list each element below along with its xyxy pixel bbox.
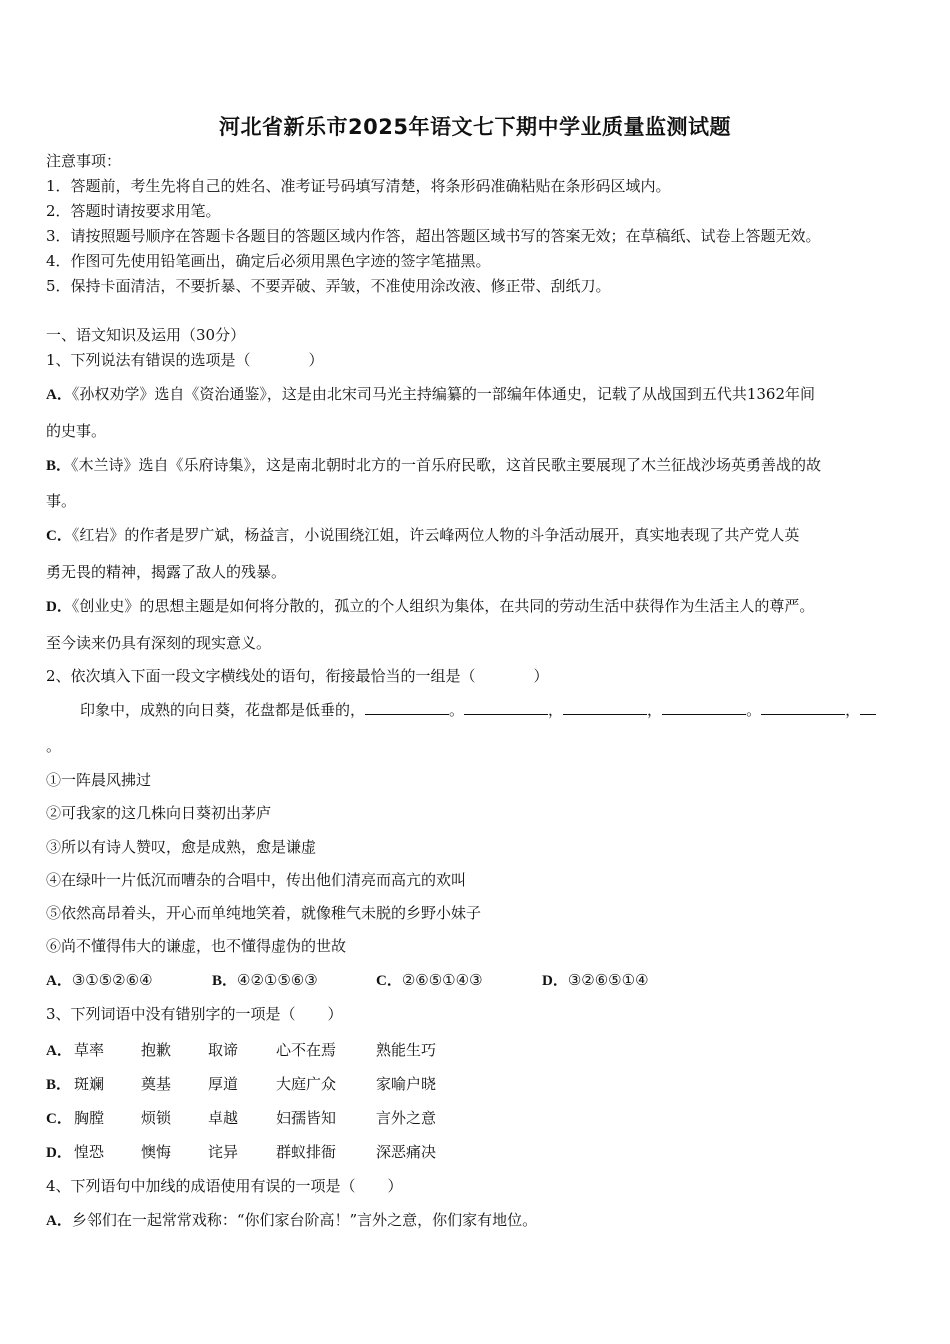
word-3: 诧异 <box>208 1143 239 1161</box>
q2-item: ④在绿叶一片低沉而嘈杂的合唱中，传出他们清亮而高亢的欢叫 <box>46 871 467 889</box>
q3-row-b <box>46 1074 436 1095</box>
option-label: B． <box>46 458 72 474</box>
choice-text: ③①⑤②⑥④ <box>71 971 153 989</box>
q2-passage <box>80 700 876 720</box>
option-text: 《红岩》的作者是罗广斌，杨益言，小说围绕江姐，许云峰两位人物的斗争活动展开，真实地表现了共产党人英 <box>71 526 800 544</box>
word-4: 大庭广众 <box>276 1075 337 1093</box>
q2-item: ③所以有诗人赞叹，愈是成熟，愈是谦虚 <box>46 838 317 856</box>
choice-text: ④②①⑤⑥③ <box>237 971 318 989</box>
row-label: C． <box>46 1111 72 1127</box>
fill-blank[interactable] <box>662 700 746 715</box>
choice-label: D． <box>542 973 568 989</box>
q2-item: ②可我家的这几株向日葵初出茅庐 <box>46 804 272 822</box>
notice-item: 1．答题前，考生先将自己的姓名、准考证号码填写清楚，将条形码准确粘贴在条形码区域内。 <box>46 177 671 195</box>
question-stem-text: 3、下列词语中没有错别字的一项是（ <box>46 1005 296 1023</box>
punct: 。 <box>449 701 465 719</box>
word-3: 卓越 <box>208 1109 239 1127</box>
section-heading: 一、语文知识及运用（30分） <box>46 326 246 344</box>
option-text-cont: 至今读来仍具有深刻的现实意义。 <box>46 634 272 652</box>
q3-row-d <box>46 1142 436 1163</box>
q1-option-b <box>46 455 821 476</box>
word-4: 妇孺皆知 <box>276 1109 337 1127</box>
word-1: 胸膛 <box>74 1109 105 1127</box>
q1-option-a <box>46 384 815 405</box>
fill-blank[interactable] <box>563 700 647 715</box>
option-text-cont: 事。 <box>46 492 77 510</box>
q3-row-a <box>46 1040 436 1061</box>
word-1: 惶恐 <box>74 1143 105 1161</box>
option-text: 《孙权劝学》选自《资治通鉴》，这是由北宋司马光主持编纂的一部编年体通史，记载了从战国到五代共1362年间 <box>71 385 816 403</box>
choice-label: A． <box>46 973 72 989</box>
punct: ， <box>647 701 663 719</box>
notice-item: 5．保持卡面清洁，不要折暴、不要弄破、弄皱，不准使用涂改液、修正带、刮纸刀。 <box>46 277 611 295</box>
word-2: 烦锁 <box>141 1109 172 1127</box>
word-2: 懊悔 <box>141 1143 172 1161</box>
choice-label: B． <box>212 973 238 989</box>
fill-blank[interactable] <box>761 700 845 715</box>
punct: ， <box>845 701 861 719</box>
notice-item: 2．答题时请按要求用笔。 <box>46 202 221 220</box>
q3-row-c <box>46 1108 436 1129</box>
question-stem-text: 2、依次填入下面一段文字横线处的语句，衔接最恰当的一组是（ <box>46 667 476 685</box>
q2-item: ①一阵晨风拂过 <box>46 771 152 789</box>
word-5: 言外之意 <box>376 1109 437 1127</box>
choice-a[interactable] <box>46 970 212 991</box>
choice-text: ③②⑥⑤①④ <box>567 971 649 989</box>
word-4: 群蚁排衙 <box>276 1143 337 1161</box>
option-text-cont: 勇无畏的精神，揭露了敌人的残暴。 <box>46 563 287 581</box>
choice-c[interactable] <box>376 970 542 991</box>
paren-close: ） <box>387 1177 403 1195</box>
option-text-cont: 的史事。 <box>46 422 107 440</box>
choice-d[interactable] <box>542 970 649 991</box>
q4-option-a <box>46 1210 537 1231</box>
notice-heading: 注意事项： <box>46 152 122 170</box>
q2-item: ⑥尚不懂得伟大的谦虚，也不懂得虚伪的世故 <box>46 937 347 955</box>
option-text: 《木兰诗》选自《乐府诗集》，这是南北朝时北方的一首乐府民歌，这首民歌主要展现了木兰征战沙场英勇善战的故 <box>71 456 822 474</box>
choice-b[interactable] <box>212 970 376 991</box>
word-2: 抱歉 <box>141 1041 172 1059</box>
word-5: 家喻户晓 <box>376 1075 437 1093</box>
word-1: 草率 <box>74 1041 105 1059</box>
paren-close: ） <box>308 351 324 369</box>
word-4: 心不在焉 <box>276 1041 337 1059</box>
punct: 。 <box>746 701 762 719</box>
choice-label: C． <box>376 973 402 989</box>
word-2: 奠基 <box>141 1075 172 1093</box>
paren-close: ） <box>533 667 549 685</box>
option-text: 乡邻们在一起常常戏称：“你们家台阶高！”言外之意，你们家有地位。 <box>71 1211 538 1229</box>
word-1: 斑斓 <box>74 1075 105 1093</box>
paren-close: ） <box>327 1005 343 1023</box>
q1-option-c <box>46 525 799 546</box>
question-4-stem <box>46 1176 403 1196</box>
notice-item: 3．请按照题号顺序在答题卡各题目的答题区域内作答，超出答题区域书写的答案无效；在草稿纸、试卷上答题无效。 <box>46 227 821 245</box>
row-label: A． <box>46 1043 72 1059</box>
option-label: A． <box>46 1213 72 1229</box>
question-2-stem <box>46 666 549 686</box>
word-3: 取谛 <box>208 1041 239 1059</box>
word-3: 厚道 <box>208 1075 239 1093</box>
question-stem-text: 1、下列说法有错误的选项是（ <box>46 351 251 369</box>
page-title: 河北省新乐市2025年语文七下期中学业质量监测试题 <box>219 115 731 139</box>
row-label: B． <box>46 1077 72 1093</box>
fill-blank[interactable] <box>464 700 548 715</box>
question-stem-text: 4、下列语句中加线的成语使用有误的一项是（ <box>46 1177 356 1195</box>
q2-choices <box>46 970 649 991</box>
punct: ， <box>548 701 564 719</box>
word-5: 深恶痛决 <box>376 1143 437 1161</box>
row-label: D． <box>46 1145 72 1161</box>
question-1-stem <box>46 350 324 370</box>
choice-text: ②⑥⑤①④③ <box>401 971 483 989</box>
q2-item: ⑤依然高昂着头，开心而单纯地笑着，就像稚气未脱的乡野小妹子 <box>46 904 482 922</box>
word-5: 熟能生巧 <box>376 1041 437 1059</box>
option-label: D． <box>46 599 72 615</box>
fill-blank[interactable] <box>860 700 876 715</box>
notice-item: 4．作图可先使用铅笔画出，确定后必须用黑色字迹的签字笔描黑。 <box>46 252 491 270</box>
option-text: 《创业史》的思想主题是如何将分散的，孤立的个人组织为集体，在共同的劳动生活中获得作为生活主人的尊严。 <box>71 597 815 615</box>
question-3-stem <box>46 1004 343 1024</box>
passage-end-punct: 。 <box>46 737 62 755</box>
option-label: C． <box>46 528 72 544</box>
passage-text: 印象中，成熟的向日葵，花盘都是低垂的， <box>80 701 366 719</box>
fill-blank[interactable] <box>365 700 449 715</box>
q1-option-d <box>46 596 814 617</box>
option-label: A． <box>46 387 72 403</box>
